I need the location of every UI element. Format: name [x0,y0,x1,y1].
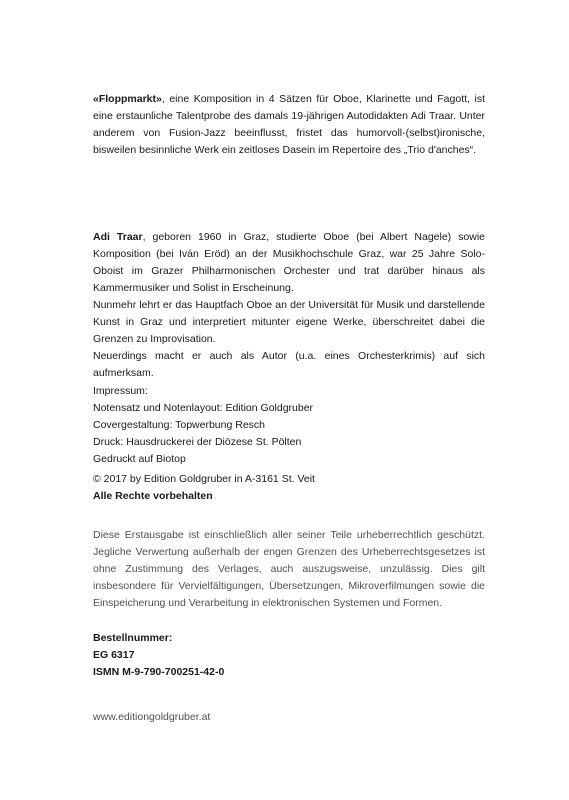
bio-text: , geboren 1960 in Graz, studierte Oboe (bei Albert Nagele) sowie Komposition (bei Iván Eröd) an der Musikhochschule Graz, war 25 Jahre Solo-Oboist im Grazer Philharmonischen Orchester und trat darüber hinaus als Kammermusiker und Solist in Erscheinung. [93,231,485,294]
copyright-section [93,471,485,505]
composer-name: Adi Traar [93,231,143,243]
impressum-heading: Impressum: [93,385,148,397]
website-link[interactable]: www.editiongoldgruber.at [93,711,211,723]
intro-section [93,91,485,159]
bio-section [93,229,485,382]
bio-paragraph-3: Neuerdings macht er auch als Autor (u.a. eines Orchesterkrimis) auf sich aufmerksam. [93,350,485,379]
copyright-line: © 2017 by Edition Goldgruber in A-3161 St. Veit [93,473,315,485]
intro-paragraph [93,91,485,159]
impressum-line: Notensatz und Notenlayout: Edition Goldgruber [93,402,314,414]
ismn-number [93,664,485,681]
rights-text: Alle Rechte vorbehalten [93,490,213,502]
bio-paragraph-2: Nunmehr lehrt er das Hauptfach Oboe an der Universität für Musik und darstellende Kunst in Graz und interpretiert mitunter eigene Werke, überschreitet dabei die Grenzen zu Improvisation. [93,299,485,345]
legal-section [93,527,485,612]
order-heading [93,630,485,647]
impressum-section [93,383,485,468]
intro-text: , eine Komposition in 4 Sätzen für Oboe, Klarinette und Fagott, ist eine erstaunliche Talentprobe des damals 19-jährigen Autodidakten Adi Traar. Unter anderem von Fusion-Jazz beeinflusst, fristet das humorvoll-(selbst)ironische, bisweilen besinnliche Werk ein zeitloses Dasein im Repertoire des „Trio d'anches“. [93,93,485,156]
rights-line [93,488,485,505]
order-number-text: EG 6317 [93,649,135,661]
impressum-line: Gedruckt auf Biotop [93,453,186,465]
ismn-text: ISMN M-9-790-700251-42-0 [93,666,225,678]
impressum-line: Druck: Hausdruckerei der Diözese St. Pölten [93,436,302,448]
work-title: «Floppmarkt» [93,93,162,105]
order-number [93,647,485,664]
order-section [93,630,485,681]
impressum-line: Covergestaltung: Topwerbung Resch [93,419,265,431]
order-heading-text: Bestellnummer: [93,632,173,644]
bio-paragraph [93,229,485,297]
legal-paragraph: Diese Erstausgabe ist einschließlich aller seiner Teile urheberrechtlich geschützt. Jegliche Verwertung außerhalb der engen Grenzen des Urheberrechtsgesetzes ist ohne Zustimmung des Verlages, auch auszugsweise, unzulässig. Dies gilt insbesondere für Vervielfältigungen, Übersetzungen, Mikroverfilmungen sowie die Einspeicherung und Verarbeitung in elektronischen Systemen und Formen. [93,529,485,609]
